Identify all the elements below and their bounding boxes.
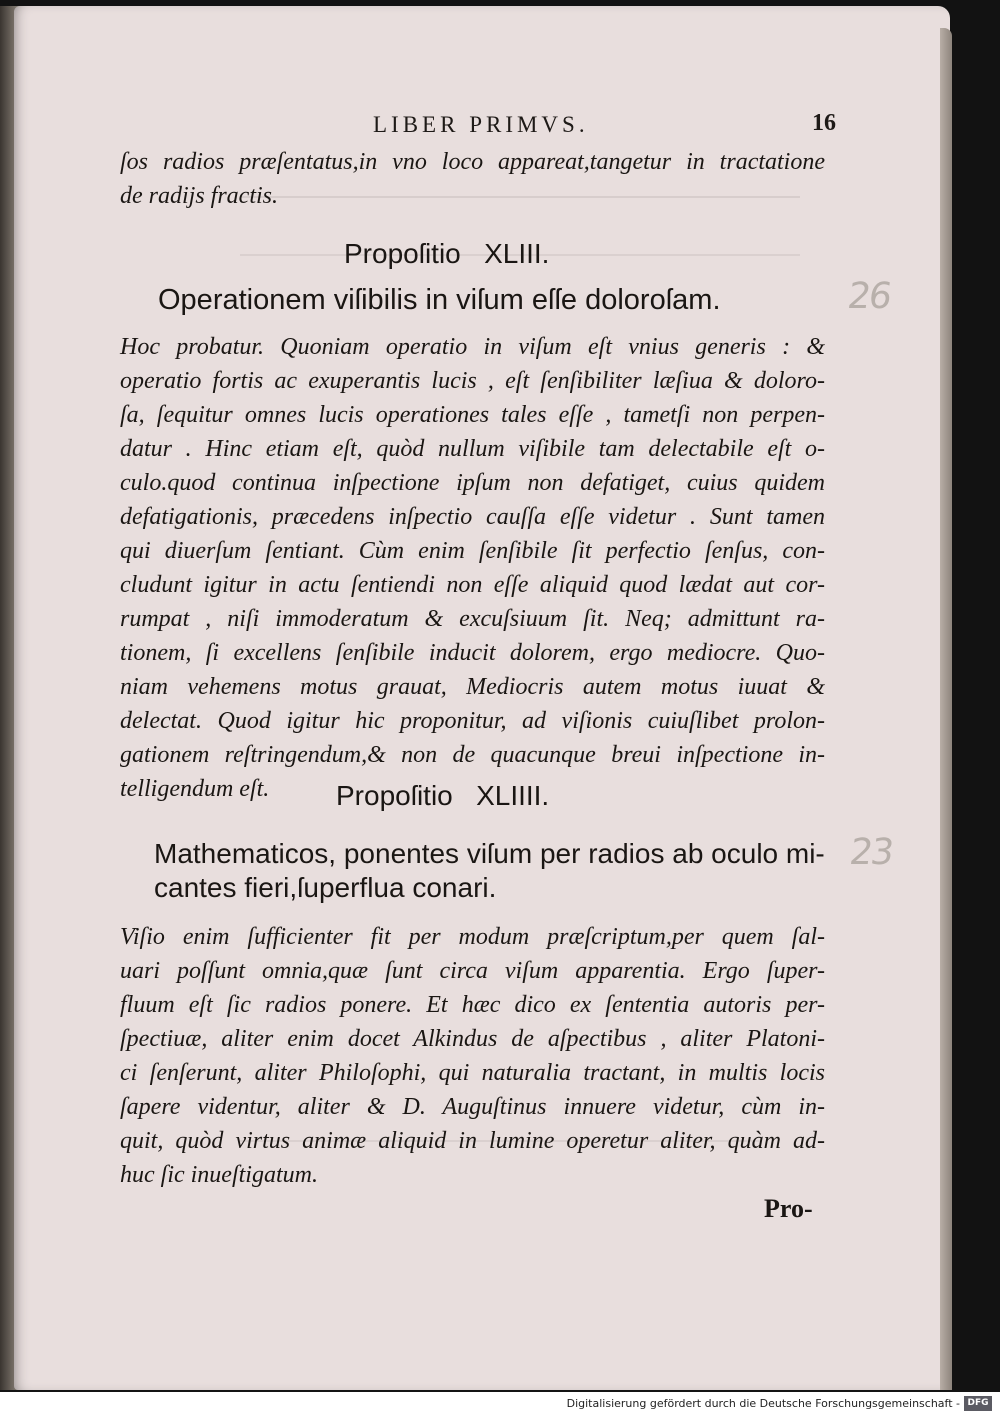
text-line: Viſio enim ſufficienter fit per modum præſcriptum,per quem ſal- (120, 924, 825, 950)
catchword: Pro- (764, 1194, 813, 1223)
text-line: operatio fortis ac exuperantis lucis , eſt ſenſibiliter læſiua & doloro- (120, 368, 825, 394)
text-line: telligendum eſt. (120, 776, 270, 802)
dfg-logo: DFG (964, 1396, 992, 1411)
text-line: datur . Hinc etiam eſt, quòd nullum viſibile tam delectabile eſt o- (120, 436, 825, 462)
text-line: Hoc probatur. Quoniam operatio in viſum eſt vnius generis : & (120, 334, 825, 360)
proposition-statement-line: Mathematicos, ponentes viſum per radios ab oculo mi- (154, 838, 825, 869)
text-line: fluum eſt ſic radios ponere. Et hæc dico ex ſententia autoris per- (120, 992, 825, 1018)
text-line: culo.quod continua inſpectione ipſum non defatiget, cuius quidem (120, 470, 825, 496)
text-line: rumpat , niſi immoderatum & excuſsiuum ſit. Neq; admittunt ra- (120, 606, 825, 632)
text-line: cludunt igitur in actu ſentiendi non eſſe aliquid quod lædat aut cor- (120, 572, 825, 598)
proposition-number: Propoſitio XLIIII. (336, 780, 550, 811)
funding-credit: Digitalisierung gefördert durch die Deutsche Forschungsgemeinschaft - (566, 1397, 960, 1410)
text-line: quit, quòd virtus animæ aliquid in lumine operetur aliter, quàm ad- (120, 1128, 825, 1154)
text-line: uari poſſunt omnia,quæ ſunt circa viſum apparentia. Ergo ſuper- (120, 958, 825, 984)
running-head-title: LIBER PRIMVS. (373, 112, 589, 137)
text-line: ſpectiuæ, aliter enim docet Alkindus de aſpectibus , aliter Platoni- (120, 1026, 825, 1052)
text-line: gationem reſtringendum,& non de quacunque breui inſpectione in- (120, 742, 825, 768)
proposition-statement-line: cantes fieri,ſuperflua conari. (154, 872, 497, 903)
text-line: qui diuerſum ſentiant. Cùm enim ſenſibile ſit perfectio ſenſus, con- (120, 538, 825, 564)
page-number: 16 (812, 110, 836, 136)
proposition-statement: Operationem viſibilis in viſum eſſe doloroſam. (158, 284, 721, 316)
text-line: tionem, ſi excellens ſenſibile inducit dolorem, ergo mediocre. Quo- (120, 640, 825, 666)
text-line: ſos radios præſentatus,in vno loco appareat,tangetur in tractatione (120, 149, 825, 175)
text-line: ci ſenſerunt, aliter Philoſophi, qui naturalia tractant, in multis locis (120, 1060, 825, 1086)
text-line: niam vehemens motus grauat, Mediocris autem motus iuuat & (120, 674, 825, 700)
text-line: delectat. Quod igitur hic proponitur, ad viſionis cuiuſlibet prolon- (120, 708, 825, 734)
text-line: defatigationis, præcedens inſpectio cauſſa eſſe videtur . Sunt tamen (120, 504, 825, 530)
text-line: huc ſic inueſtigatum. (120, 1162, 318, 1188)
proposition-number: Propoſitio XLIII. (344, 238, 550, 269)
text-line: ſapere videntur, aliter & D. Auguſtinus innuere videtur, cùm in- (120, 1094, 825, 1120)
page-fore-edge (940, 28, 952, 1390)
text-line: ſa, ſequitur omnes lucis operationes tales eſſe , tametſi non perpen- (120, 402, 825, 428)
margin-note: 26 (845, 276, 893, 317)
margin-note: 23 (847, 832, 895, 873)
text-line: de radijs fractis. (120, 183, 279, 209)
digitization-footer (0, 1392, 1000, 1416)
